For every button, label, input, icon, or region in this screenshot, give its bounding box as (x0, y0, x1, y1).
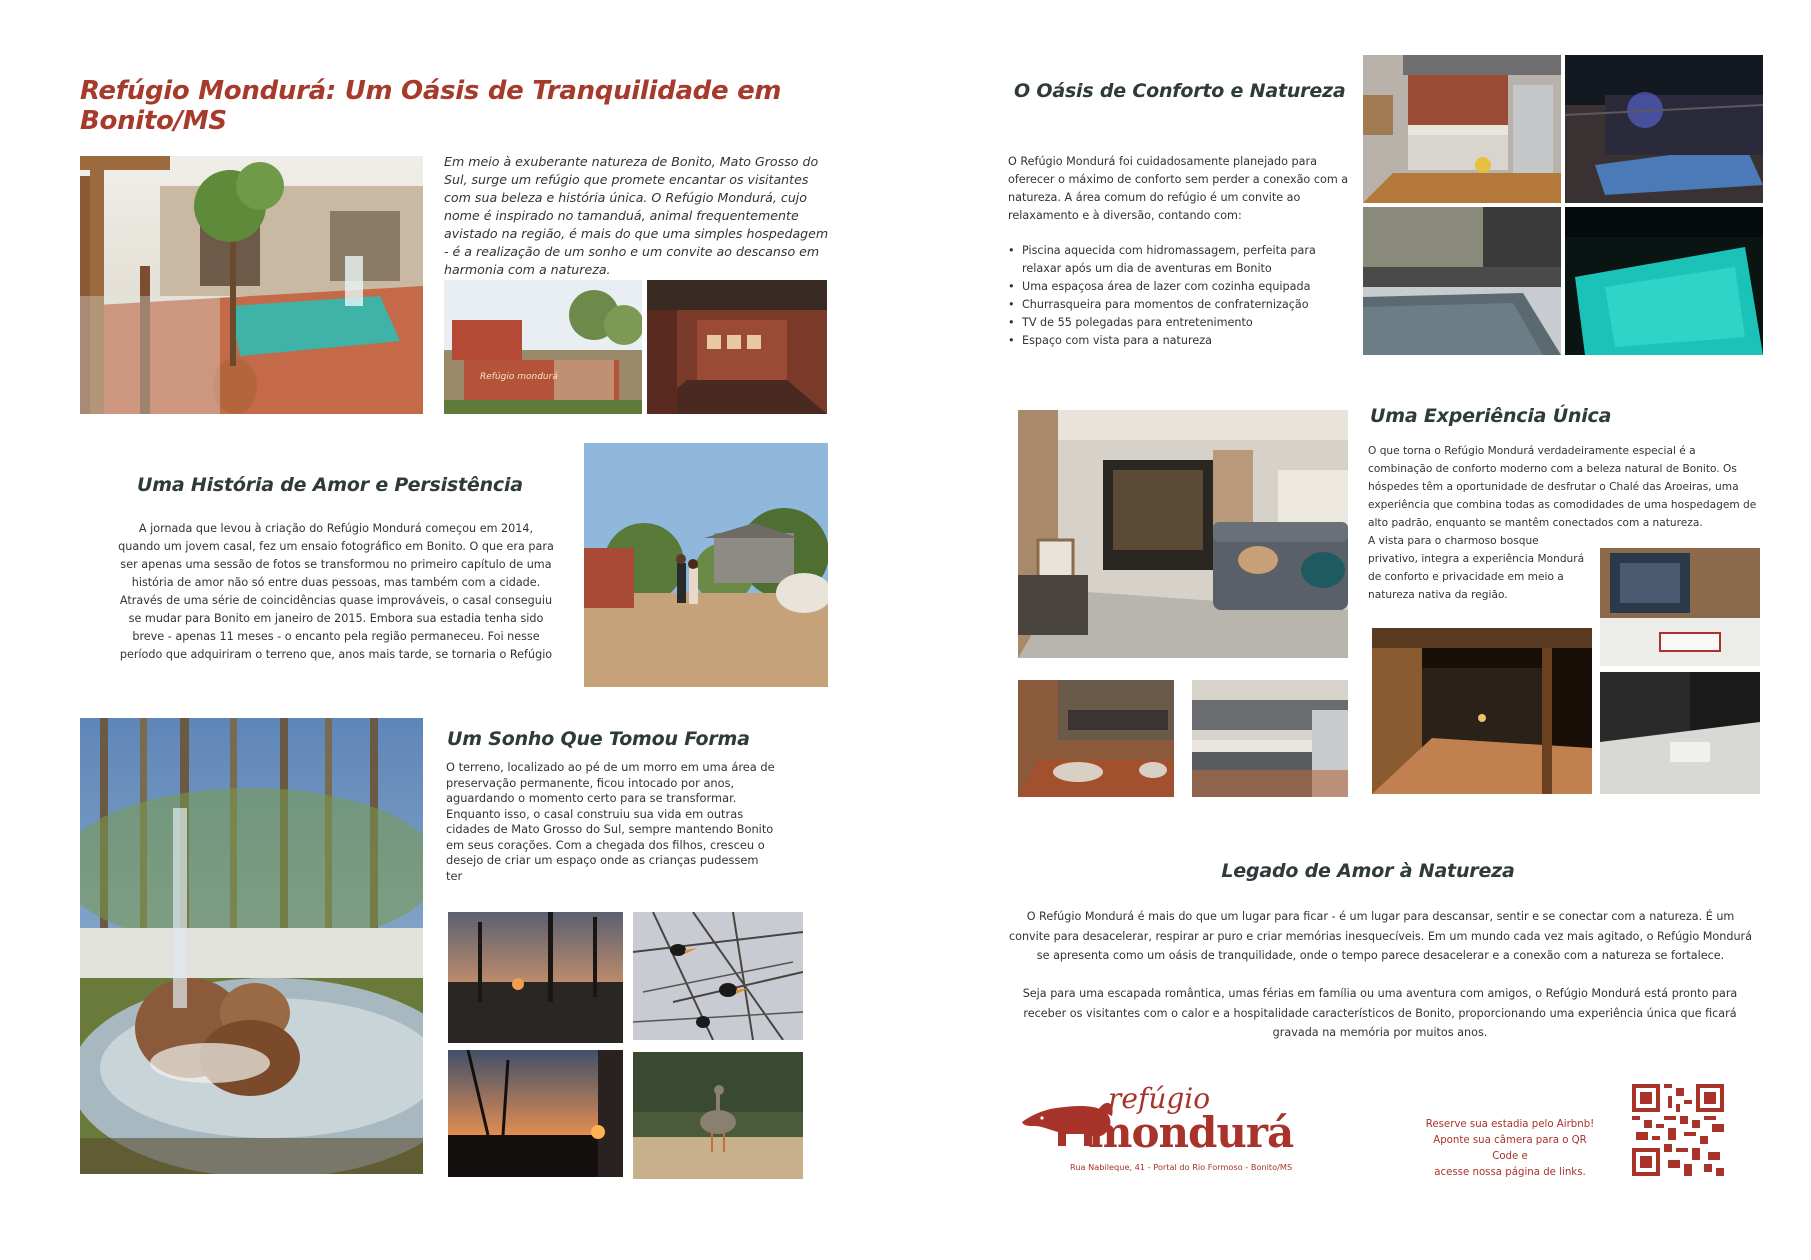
legacy-heading: Legado de Amor à Natureza (1221, 860, 1515, 882)
cta-line-3: acesse nossa página de links. (1434, 1167, 1586, 1178)
dream-heading: Um Sonho Que Tomou Forma (447, 728, 750, 750)
lit-hot-tub-photo (1565, 207, 1763, 355)
amenity-item: • Uma espaçosa área de lazer com cozinha equipada (1008, 278, 1358, 296)
dining-table-photo (1018, 680, 1174, 797)
airbnb-cta (1420, 1117, 1600, 1181)
kitchenette-photo (1192, 680, 1348, 797)
legacy-text-1: O Refúgio Mondurá é mais do que um lugar para ficar - é um lugar para descansar, sentir e se conectar com a natureza. É um convite para desacelerar, respirar ar puro e criar memórias inesquecíveis. Em um mundo cada vez mais agitado, o Refúgio Mondurá se apresenta como um oásis de tranquilidade, onde o tempo parece desacelerar e a conexão com a natureza se fortalece. (1008, 910, 1753, 962)
lounge-interior-photo (647, 280, 827, 414)
history-heading: Uma História de Amor e Persistência (137, 474, 523, 496)
pool-patio-photo (80, 156, 423, 414)
sunset-horizon-photo (448, 1050, 623, 1177)
sunset-trees-photo (448, 912, 623, 1043)
cta-line-2: Aponte sua câmera para o QR Code e (1433, 1135, 1587, 1162)
entrance-sign-photo (444, 280, 642, 414)
page-title: Refúgio Mondurá: Um Oásis de Tranquilidade em Bonito/MS (80, 76, 782, 136)
night-pool-photo (1565, 55, 1763, 203)
refugio-mondura-logo (1020, 1082, 1320, 1172)
address-text: Rua Nabileque, 41 - Portal do Rio Formoso - Bonito/MS (1070, 1162, 1293, 1172)
bedroom-window-photo (1600, 548, 1760, 666)
history-text: A jornada que levou à criação do Refúgio Mondurá começou em 2014, quando um jovem casal, fez um ensaio fotográfico em Bonito. O que era para ser apenas uma sessão de fotos se transformou no primeiro capítulo de uma história de amor não só entre duas pessoas, mas também com a cidade. Através de uma série de coincidências quase improváveis, o casal conseguiu se mudar para Bonito em janeiro de 2015. Embora sua estadia tenha sido breve - apenas 11 meses - o encanto pela região permaneceu. Foi nesse período que adquiriram o terreno que, anos mais tarde, se tornaria o Refúgio (118, 522, 554, 661)
couple-land-photo (584, 443, 828, 687)
logo-word-mondura: mondurá (1088, 1108, 1294, 1157)
experience-text-2: A vista para o charmoso bosque privativo, integra a experiência Mondurá de conforto e privacidade em meio a natureza nativa da região. (1368, 535, 1585, 601)
toucans-branches-photo (633, 912, 803, 1040)
experience-heading: Uma Experiência Única (1370, 405, 1612, 427)
seriema-bird-photo (633, 1052, 803, 1179)
cta-line-1: Reserve sua estadia pelo Airbnb! (1425, 1119, 1595, 1130)
experience-text: O que torna o Refúgio Mondurá verdadeiramente especial é a combinação de conforto moderno com a beleza natural de Bonito. Os hóspedes têm a oportunidade de desfrutar o Chalé das Aroeiras, uma experiência que combina todas as comodidades de uma hospedagem de alto padrão, enquanto se mantêm conectados com a natureza. (1368, 445, 1757, 529)
dream-text: O terreno, localizado ao pé de um morro em uma área de preservação permanente, ficou intocado por anos, aguardando o momento certo para se transformar. Enquanto isso, o casal construiu sua vida em outras cidades de Mato Grosso do Sul, sempre mantendo Bonito em seus corações. Com a chegada dos filhos, cresceu o desejo de criar um espaço onde as crianças pudessem ter (446, 760, 775, 883)
amenities-list (1008, 242, 1358, 350)
qr-code-icon[interactable] (1632, 1084, 1724, 1176)
amenity-item: • Churrasqueira para momentos de confraternização (1008, 296, 1358, 314)
sign-text: Refúgio mondurá (480, 372, 558, 382)
night-deck-photo (1372, 628, 1592, 794)
comfort-text: O Refúgio Mondurá foi cuidadosamente planejado para oferecer o máximo de conforto sem perder a conexão com a natureza. A área comum do refúgio é um convite ao relaxamento e à diversão, contando com: (1008, 155, 1349, 222)
bed-photo (1600, 672, 1760, 794)
legacy-text-2: Seja para uma escapada romântica, umas férias em família ou uma aventura com amigos, o Refúgio Mondurá está pronto para receber os visitantes com o calor e a hospitalidade característicos de Bonito, proporcionando uma experiência única que ficará gravada na memória por muitos anos. (1022, 987, 1738, 1039)
amenity-item: • Espaço com vista para a natureza (1008, 332, 1358, 350)
amenity-item: • Piscina aquecida com hidromassagem, perfeita para relaxar após um dia de aventuras em Bonito (1008, 242, 1358, 278)
amenity-item: • TV de 55 polegadas para entretenimento (1008, 314, 1358, 332)
comfort-heading: O Oásis de Conforto e Natureza (1014, 80, 1346, 102)
pool-deck-photo (1363, 207, 1561, 355)
fountain-garden-photo (80, 718, 423, 1174)
chalet-living-room-photo (1018, 410, 1348, 658)
logo-word-refugio: refúgio (1108, 1082, 1211, 1115)
intro-text: Em meio à exuberante natureza de Bonito, Mato Grosso do Sul, surge um refúgio que promete encantar os visitantes com sua beleza e história única. O Refúgio Mondurá, cujo nome é inspirado no tamanduá, animal frequentemente avistado na região, é mais do que uma simples hospedagem - é a realização de um sonho e um convite ao descanso em harmonia com a natureza. (444, 154, 829, 277)
kitchen-photo (1363, 55, 1561, 203)
